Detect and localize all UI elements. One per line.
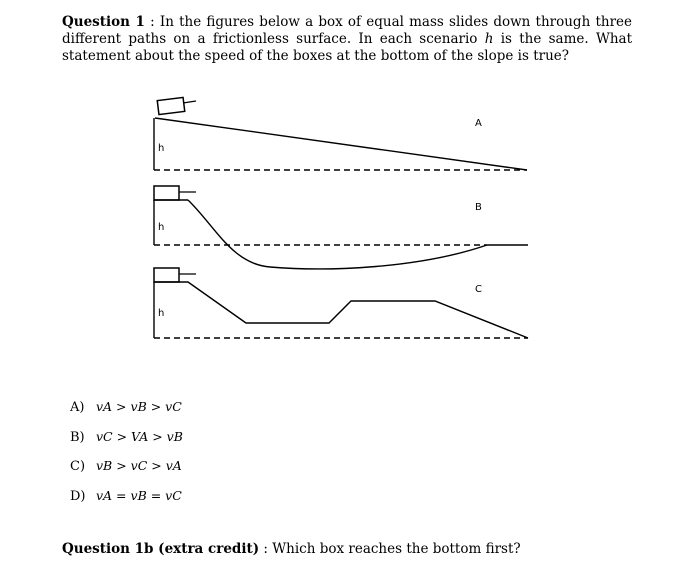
answer-formula: vC > VA > vB: [96, 429, 183, 444]
question-1-body-part2: is the same. What statement about the speed of the boxes at the bottom of the slope is true?: [62, 31, 633, 64]
height-label-b: h: [158, 222, 165, 233]
answer-option-b[interactable]: [70, 428, 183, 446]
push-arrow-a: [183, 101, 196, 103]
box-a: [157, 97, 185, 114]
answer-option-c[interactable]: [70, 457, 182, 475]
question-1-body-part1: In the figures below a box of equal mass slides down through three different paths on a frictionless surface. In each scenario: [62, 14, 633, 47]
path-label-a: A: [475, 118, 482, 129]
question-1b-body: Which box reaches the bottom first?: [272, 541, 521, 557]
answer-letter: A): [70, 400, 85, 415]
answer-formula: vA > vB > vC: [96, 399, 182, 414]
question-1b-text: [62, 540, 521, 558]
answer-formula: vA = vB = vC: [96, 488, 182, 503]
answer-formula: vB > vC > vA: [96, 458, 182, 473]
answer-option-d[interactable]: [70, 487, 182, 505]
path-label-c: C: [475, 284, 482, 295]
path-label-b: B: [475, 202, 482, 213]
diagram-c: [154, 268, 528, 338]
question-1b-separator: :: [259, 541, 273, 557]
answer-letter: D): [70, 489, 86, 504]
diagram-b: [154, 186, 528, 269]
angular-path-c: [154, 282, 528, 338]
box-c: [154, 268, 179, 282]
box-b: [154, 186, 179, 200]
question-1b-label: Question 1b (extra credit): [62, 541, 260, 557]
answer-option-a[interactable]: [70, 398, 182, 416]
answer-letter: B): [70, 430, 85, 445]
question-1-separator: :: [144, 14, 160, 30]
height-label-c: h: [158, 308, 165, 319]
height-label-a: h: [158, 143, 165, 154]
variable-h: h: [484, 31, 494, 47]
diagram-a: [154, 97, 527, 170]
slope-a: [155, 118, 527, 170]
answer-letter: C): [70, 459, 86, 474]
question-1-label: Question 1: [62, 14, 145, 30]
